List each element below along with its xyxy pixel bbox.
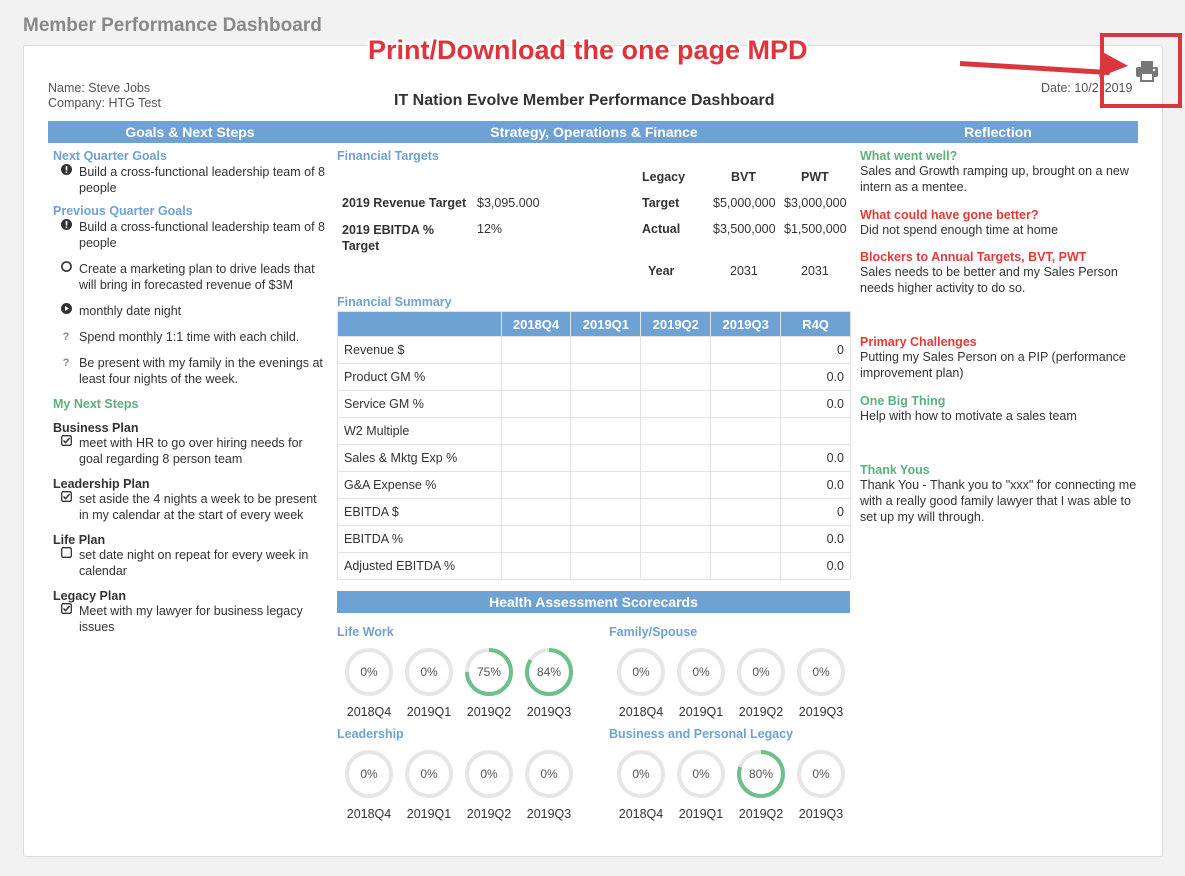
ft-header-pwt: PWT [801, 170, 829, 184]
fs-cell [711, 553, 781, 580]
health-score [463, 646, 515, 719]
ft-row-year-label: Year [648, 264, 675, 278]
score-value: 0% [752, 665, 770, 679]
score-ring [615, 748, 667, 800]
dashboard-title: IT Nation Evolve Member Performance Dashboard [394, 92, 775, 109]
health-score [403, 748, 455, 821]
fs-column-header: 2019Q2 [641, 312, 711, 337]
fs-column-header: 2018Q4 [501, 312, 571, 337]
plan-block [53, 533, 328, 579]
fs-cell [711, 445, 781, 472]
question-icon: ? [62, 331, 70, 343]
score-value: 0% [812, 767, 830, 781]
reflection-title: Thank Yous [860, 463, 930, 477]
fs-cell: 0.0 [781, 553, 851, 580]
score-quarter: 2019Q3 [798, 807, 844, 821]
goal-item [53, 164, 328, 196]
plan-step [53, 491, 328, 523]
fs-cell [711, 337, 781, 364]
plan-title: Leadership Plan [53, 477, 150, 491]
plan-step [53, 603, 328, 635]
score-ring [343, 748, 395, 800]
ft-year-pwt: 2031 [801, 264, 829, 278]
score-value: 84% [536, 665, 562, 679]
health-scorecards [337, 620, 857, 830]
circle-outline-icon [53, 261, 79, 293]
fs-row-label: Sales & Mktg Exp % [338, 445, 502, 472]
fs-cell [711, 472, 781, 499]
health-group-title: Leadership [337, 727, 404, 741]
score-value: 75% [476, 665, 502, 679]
print-button[interactable] [1134, 58, 1160, 84]
fs-cell: 0.0 [781, 364, 851, 391]
health-score [735, 646, 787, 719]
score-quarter: 2019Q2 [738, 807, 784, 821]
score-quarter: 2018Q4 [618, 705, 664, 719]
score-quarter: 2019Q3 [526, 807, 572, 821]
ft-actual-pwt: $1,500,000 [784, 222, 847, 236]
fs-row-label: G&A Expense % [338, 472, 502, 499]
health-group-title: Life Work [337, 625, 394, 639]
fs-cell [641, 499, 711, 526]
page-title: Member Performance Dashboard [23, 15, 322, 36]
report-date: Date: 10/2 /2019 [1041, 81, 1133, 95]
score-quarter: 2019Q1 [406, 807, 452, 821]
fs-row [338, 472, 851, 499]
ft-header-legacy: Legacy [642, 170, 686, 184]
my-next-steps-title: My Next Steps [53, 397, 139, 411]
fs-cell [501, 445, 571, 472]
fs-row-label: EBITDA $ [338, 499, 502, 526]
fs-cell [641, 337, 711, 364]
fs-cell [571, 553, 641, 580]
score-quarter: 2019Q2 [738, 705, 784, 719]
score-value: 0% [692, 767, 710, 781]
reflection-title: What could have gone better? [860, 208, 1039, 222]
goal-text: Spend monthly 1:1 time with each child. [79, 330, 300, 344]
fs-cell [501, 499, 571, 526]
fs-cell [571, 337, 641, 364]
checked-box-icon[interactable] [53, 603, 79, 635]
fs-cell [571, 391, 641, 418]
score-ring [523, 748, 575, 800]
fs-cell [501, 472, 571, 499]
score-value: 80% [748, 767, 774, 781]
ft-header-bvt: BVT [731, 170, 756, 184]
fs-row [338, 445, 851, 472]
plan-title: Legacy Plan [53, 589, 126, 603]
fs-cell [501, 391, 571, 418]
fs-cell: 0.0 [781, 445, 851, 472]
goal-item [53, 219, 328, 251]
goals-band-label: Goals & Next Steps [125, 124, 255, 140]
reflection-section [860, 463, 1140, 525]
reflection-section [860, 250, 1140, 296]
score-ring [463, 646, 515, 698]
checked-box-icon[interactable] [53, 491, 79, 523]
goal-text: Build a cross-functional leadership team of 8 people [79, 220, 325, 250]
fs-cell [641, 445, 711, 472]
fs-cell: 0.0 [781, 472, 851, 499]
fs-cell: 0 [781, 337, 851, 364]
fs-cell [501, 337, 571, 364]
score-value: 0% [812, 665, 830, 679]
score-value: 0% [360, 767, 378, 781]
health-score [343, 646, 395, 719]
reflection-band-label: Reflection [964, 124, 1032, 140]
fs-row-label: Revenue $ [338, 337, 502, 364]
member-name: Name: Steve Jobs [48, 81, 151, 95]
goal-item [53, 355, 328, 387]
reflection-section [860, 335, 1140, 381]
reflection-title: What went well? [860, 149, 958, 163]
reflection-text: Help with how to motivate a sales team [860, 409, 1077, 423]
financial-targets-title: Financial Targets [337, 149, 439, 163]
fs-row-label: Service GM % [338, 391, 502, 418]
plan-block [53, 421, 328, 467]
score-quarter: 2019Q3 [526, 705, 572, 719]
plan-title: Business Plan [53, 421, 139, 435]
fs-cell [501, 418, 571, 445]
fs-cell [711, 526, 781, 553]
member-company: Company: HTG Test [48, 96, 162, 110]
fs-cell [641, 472, 711, 499]
score-quarter: 2018Q4 [618, 807, 664, 821]
ft-year-bvt: 2031 [730, 264, 758, 278]
goal-item [53, 261, 328, 293]
fs-cell [571, 445, 641, 472]
plan-title: Life Plan [53, 533, 106, 547]
score-ring [615, 646, 667, 698]
score-value: 0% [632, 665, 650, 679]
fs-column-header: 2019Q3 [711, 312, 781, 337]
plan-step-text: set aside the 4 nights a week to be present in my calendar at the start of every week [79, 492, 317, 522]
reflection-title: Blockers to Annual Targets, BVT, PWT [860, 250, 1087, 264]
fs-cell: 0.0 [781, 526, 851, 553]
financial-summary-table [337, 311, 851, 580]
health-band: Health Assessment Scorecards [337, 591, 850, 613]
fs-cell [641, 526, 711, 553]
goals-column [53, 149, 328, 645]
fs-row [338, 553, 851, 580]
next-quarter-goals-title: Next Quarter Goals [53, 149, 167, 163]
fs-cell: 0.0 [781, 391, 851, 418]
fs-row [338, 499, 851, 526]
score-ring [403, 646, 455, 698]
exclamation-circle-icon [53, 219, 79, 251]
score-ring [675, 646, 727, 698]
score-ring [795, 646, 847, 698]
score-ring [343, 646, 395, 698]
score-quarter: 2019Q2 [466, 807, 512, 821]
health-score [675, 748, 727, 821]
fs-cell [501, 364, 571, 391]
fs-column-header: R4Q [781, 312, 851, 337]
fs-cell [501, 553, 571, 580]
column-headers [48, 121, 1138, 143]
previous-quarter-goals-list [53, 219, 328, 387]
score-ring [523, 646, 575, 698]
score-ring [675, 748, 727, 800]
goal-text: monthly date night [79, 304, 182, 318]
health-score [463, 748, 515, 821]
reflection-title: One Big Thing [860, 394, 946, 408]
fs-row-label: Product GM % [338, 364, 502, 391]
revenue-target-value: $3,095.000 [477, 196, 540, 210]
score-ring [795, 748, 847, 800]
plan-step [53, 547, 328, 579]
plan-step [53, 435, 328, 467]
score-ring [463, 748, 515, 800]
fs-row [338, 526, 851, 553]
health-score [615, 748, 667, 821]
score-quarter: 2019Q1 [678, 807, 724, 821]
plan-step-text: meet with HR to go over hiring needs for goal regarding 8 person team [79, 436, 303, 466]
reflection-text: Sales needs to be better and my Sales Person needs higher activity to do so. [860, 265, 1118, 295]
reflection-title: Primary Challenges [860, 335, 977, 349]
ft-row-target-label: Target [642, 196, 680, 210]
member-info [48, 81, 161, 111]
fs-header-row [338, 312, 851, 337]
next-steps-plans [53, 421, 328, 635]
score-value: 0% [540, 767, 558, 781]
health-score [795, 646, 847, 719]
printer-icon [1134, 58, 1160, 84]
fs-cell [571, 526, 641, 553]
reflection-text: Sales and Growth ramping up, brought on a new intern as a mentee. [860, 164, 1129, 194]
health-score [343, 748, 395, 821]
score-value: 0% [632, 767, 650, 781]
goal-item [53, 303, 328, 319]
fs-column-header [338, 312, 502, 337]
plan-block [53, 589, 328, 635]
ebitda-target-label: 2019 EBITDA % Target [342, 223, 434, 253]
reflection-text: Thank You - Thank you to "xxx" for connecting me with a really good family lawyer that I was able to set up my will through. [860, 478, 1137, 524]
goal-item [53, 329, 328, 345]
plan-step-text: set date night on repeat for every week in calendar [79, 548, 309, 578]
fs-row-label: Adjusted EBITDA % [338, 553, 502, 580]
fs-column-header: 2019Q1 [571, 312, 641, 337]
health-score [795, 748, 847, 821]
fs-cell [641, 418, 711, 445]
fs-cell [571, 472, 641, 499]
health-group-title: Business and Personal Legacy [609, 727, 794, 741]
health-group-title: Family/Spouse [609, 625, 698, 639]
checked-box-icon[interactable] [53, 435, 79, 467]
fs-cell [571, 499, 641, 526]
fs-row-label: W2 Multiple [338, 418, 502, 445]
strategy-band-label: Strategy, Operations & Finance [490, 124, 698, 140]
reflection-text: Putting my Sales Person on a PIP (performance improvement plan) [860, 350, 1126, 380]
score-ring [735, 646, 787, 698]
ebitda-target-value: 12% [477, 222, 503, 236]
exclamation-circle-icon [53, 164, 79, 196]
score-ring [403, 748, 455, 800]
next-quarter-goals-list [53, 164, 328, 196]
fs-cell [571, 364, 641, 391]
score-quarter: 2019Q1 [406, 705, 452, 719]
financial-targets-table [342, 170, 862, 290]
fs-cell [781, 418, 851, 445]
revenue-target-label: 2019 Revenue Target [342, 196, 467, 210]
score-value: 0% [480, 767, 498, 781]
fs-cell [711, 391, 781, 418]
score-quarter: 2019Q1 [678, 705, 724, 719]
fs-row [338, 391, 851, 418]
score-value: 0% [420, 767, 438, 781]
fs-cell [711, 364, 781, 391]
unchecked-box-icon[interactable] [53, 547, 79, 579]
ft-row-actual-label: Actual [642, 222, 681, 236]
fs-row [338, 337, 851, 364]
fs-row [338, 418, 851, 445]
score-value: 0% [420, 665, 438, 679]
score-quarter: 2018Q4 [346, 705, 392, 719]
score-ring [735, 748, 787, 800]
reflection-section [860, 149, 1140, 195]
question-icon: ? [62, 357, 70, 369]
goal-text: Create a marketing plan to drive leads that will bring in forecasted revenue of $3M [79, 262, 315, 292]
fs-cell [711, 418, 781, 445]
health-score [403, 646, 455, 719]
goal-text: Build a cross-functional leadership team of 8 people [79, 165, 325, 195]
plan-block [53, 477, 328, 523]
fs-cell [501, 526, 571, 553]
play-circle-icon [53, 303, 79, 319]
fs-cell [641, 364, 711, 391]
fs-cell [571, 418, 641, 445]
previous-quarter-goals-title: Previous Quarter Goals [53, 204, 193, 218]
score-value: 0% [692, 665, 710, 679]
health-score [675, 646, 727, 719]
score-quarter: 2019Q2 [466, 705, 512, 719]
score-value: 0% [360, 665, 378, 679]
financial-summary-title: Financial Summary [337, 295, 452, 309]
reflection-section [860, 208, 1140, 238]
financial-summary [337, 311, 851, 580]
health-score [523, 646, 575, 719]
ft-target-pwt: $3,000,000 [784, 196, 847, 210]
plan-step-text: Meet with my lawyer for business legacy issues [79, 604, 303, 634]
fs-cell [641, 391, 711, 418]
fs-row-label: EBITDA % [338, 526, 502, 553]
score-quarter: 2019Q3 [798, 705, 844, 719]
goal-text: Be present with my family in the evenings at least four nights of the week. [79, 356, 323, 386]
reflection-section [860, 394, 1140, 424]
fs-cell [711, 499, 781, 526]
fs-cell [641, 553, 711, 580]
print-annotation-text: Print/Download the one page MPD [368, 35, 808, 65]
reflection-text: Did not spend enough time at home [860, 223, 1059, 237]
health-score [735, 748, 787, 821]
health-score [523, 748, 575, 821]
ft-actual-bvt: $3,500,000 [713, 222, 776, 236]
fs-row [338, 364, 851, 391]
fs-cell: 0 [781, 499, 851, 526]
health-score [615, 646, 667, 719]
ft-target-bvt: $5,000,000 [713, 196, 776, 210]
score-quarter: 2018Q4 [346, 807, 392, 821]
